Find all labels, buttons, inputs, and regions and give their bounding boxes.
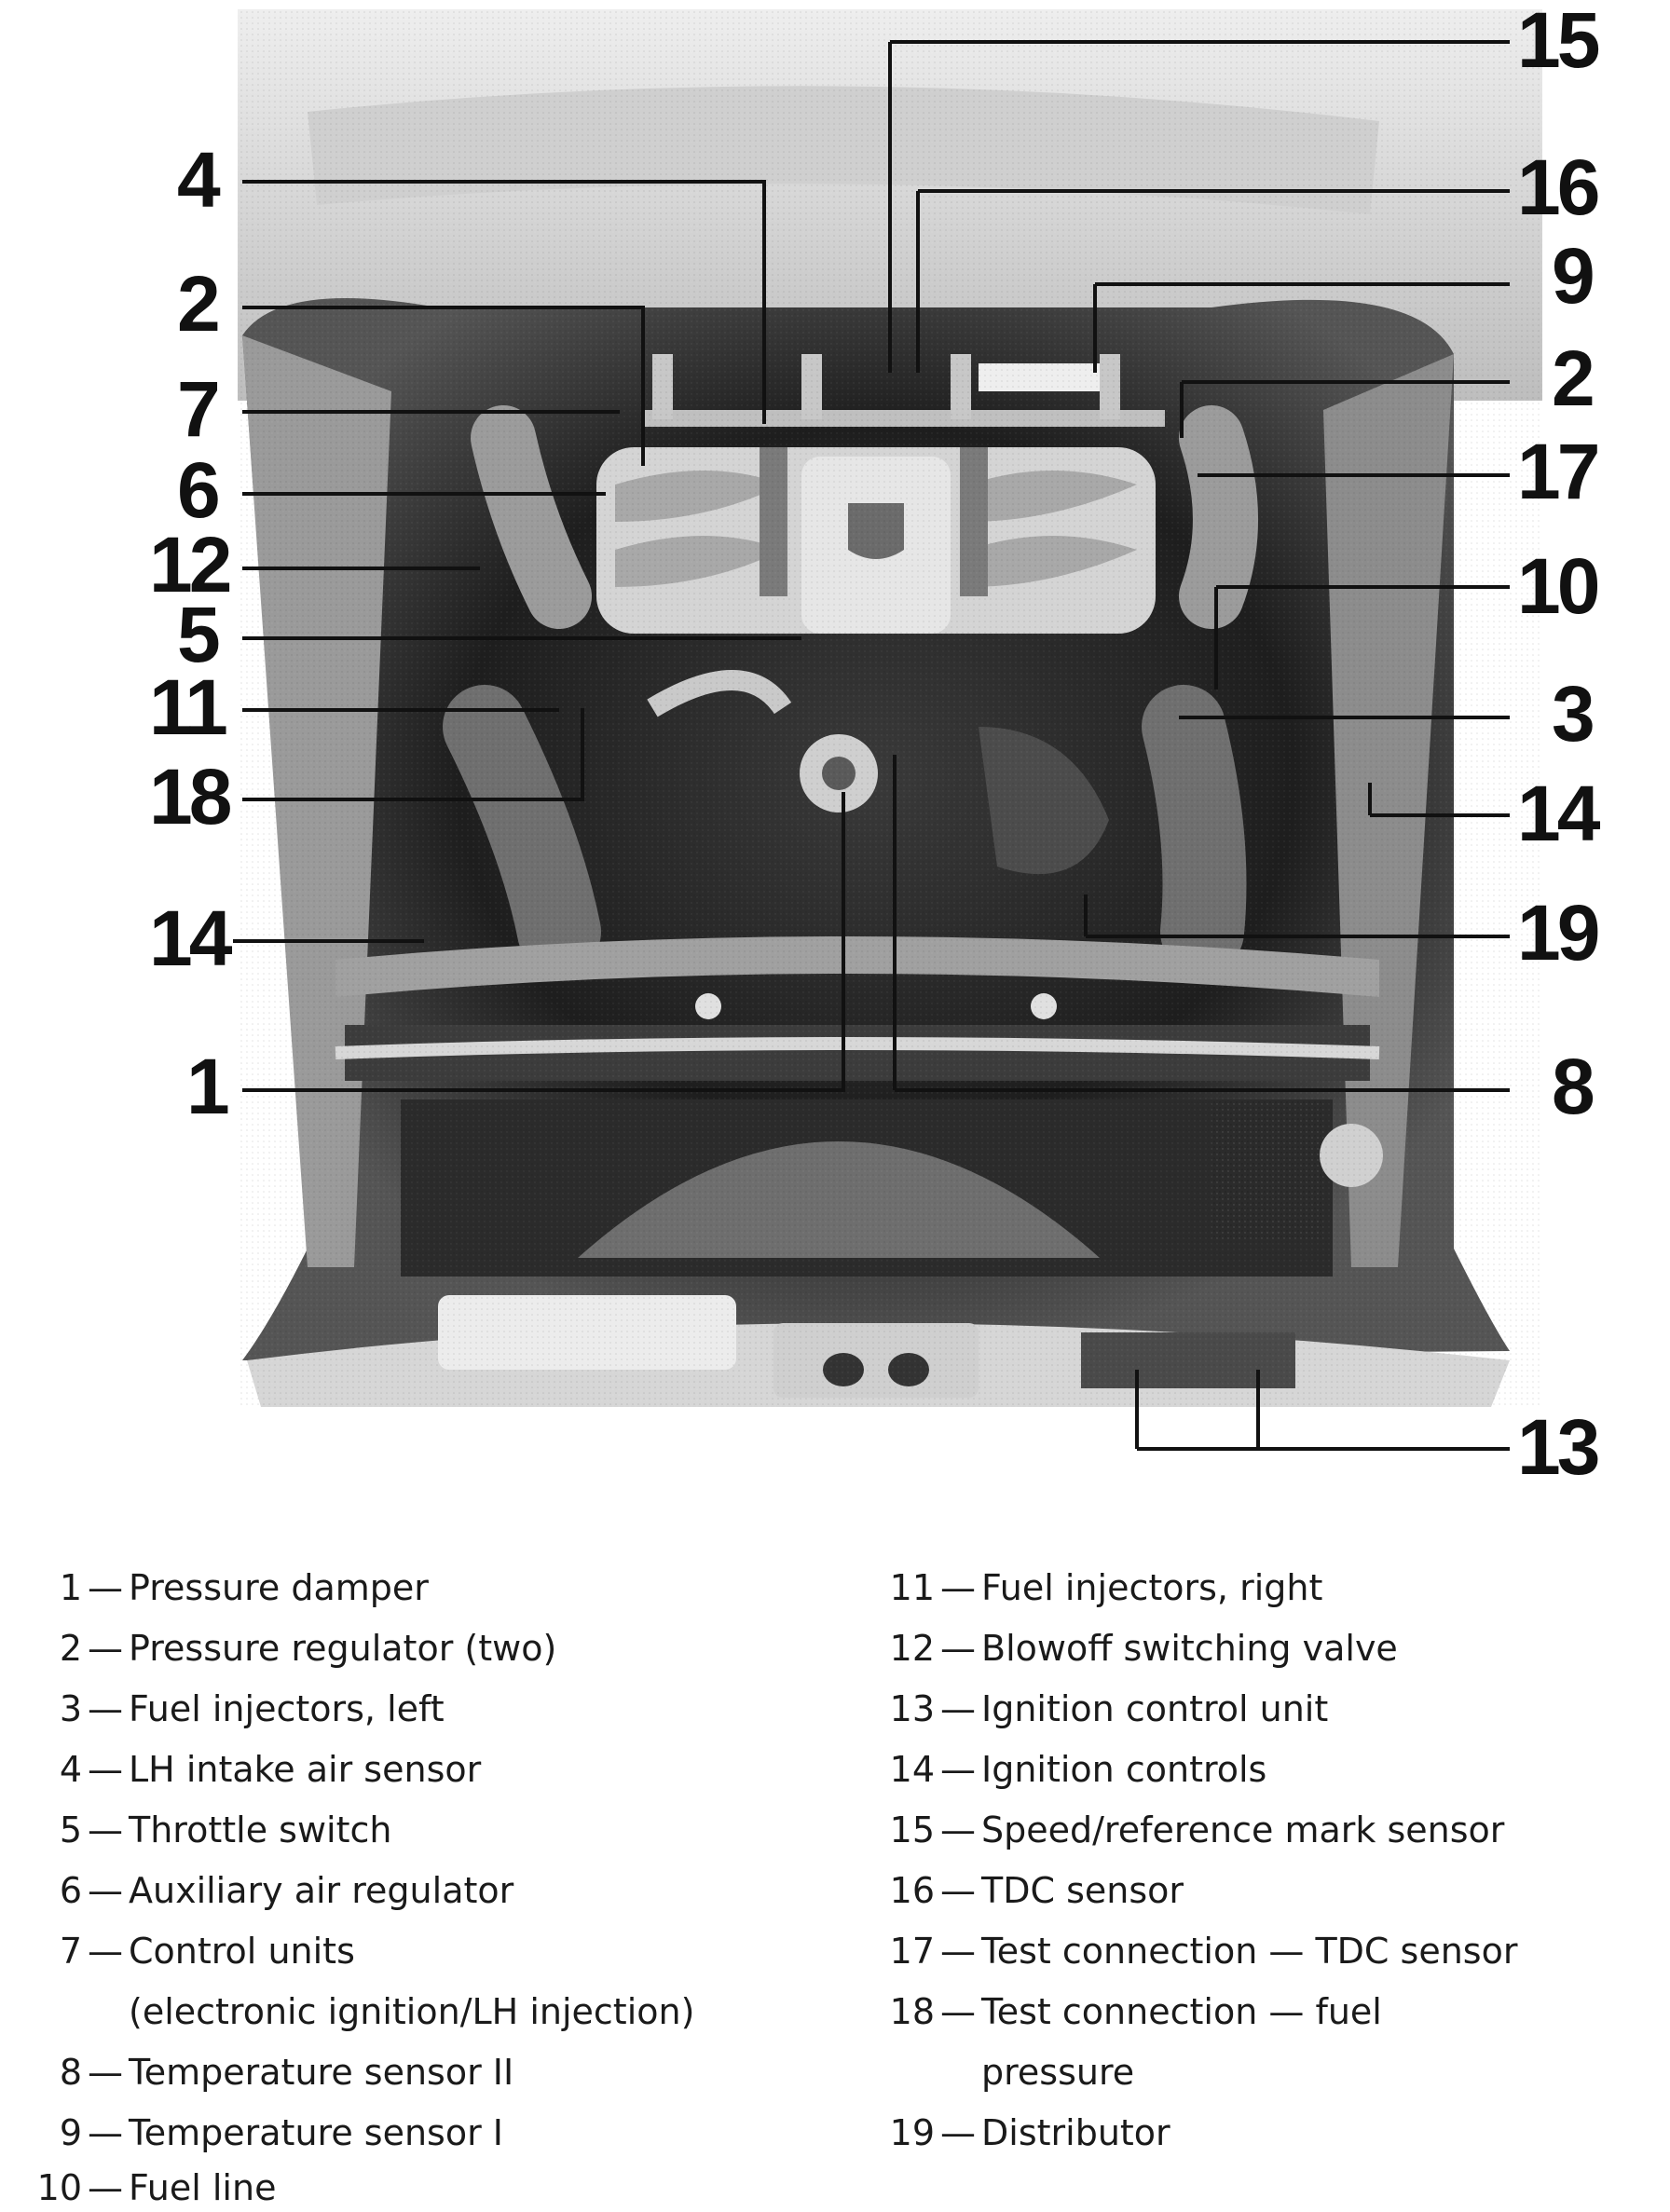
- callout-14-right: 14: [1517, 770, 1597, 857]
- legend-item-4: 4 — LH intake air sensor: [59, 1749, 482, 1790]
- callout-10: 10: [1517, 542, 1597, 630]
- legend-item-14: 14 — Ignition controls: [889, 1749, 1267, 1790]
- legend-item-12: 12 — Blowoff switching valve: [889, 1628, 1398, 1669]
- legend-item-15: 15 — Speed/reference mark sensor: [889, 1809, 1505, 1850]
- legend-item-19: 19 — Distributor: [889, 2112, 1170, 2153]
- callout-11: 11: [149, 663, 225, 751]
- callout-9: 9: [1552, 232, 1592, 320]
- callout-4: 4: [177, 136, 217, 224]
- callout-19: 19: [1517, 889, 1597, 976]
- legend-item-7: 7 — Control units (electronic ignition/LH injection): [19, 1930, 694, 2033]
- callout-5: 5: [177, 591, 217, 678]
- callout-8: 8: [1552, 1043, 1592, 1130]
- callout-14-left: 14: [149, 894, 229, 982]
- legend-item-3: 3 — Fuel injectors, left: [59, 1688, 445, 1729]
- legend-item-7-continuation: (electronic ignition/LH injection): [129, 1991, 695, 2032]
- legend-item-9: 9 — Temperature sensor I: [59, 2112, 504, 2153]
- legend-item-2: 2 — Pressure regulator (two): [59, 1628, 557, 1669]
- callout-15: 15: [1517, 0, 1597, 84]
- legend-item-13: 13 — Ignition control unit: [889, 1688, 1329, 1729]
- callout-2-right: 2: [1552, 335, 1592, 422]
- callout-12: 12: [149, 521, 229, 608]
- callout-6: 6: [177, 446, 217, 534]
- callout-18: 18: [149, 753, 229, 840]
- legend-item-10: 10 — Fuel line: [36, 2167, 277, 2208]
- legend-item-16: 16 — TDC sensor: [889, 1870, 1184, 1911]
- callout-16: 16: [1517, 143, 1597, 231]
- legend-item-17: 17 — Test connection — TDC sensor: [889, 1931, 1518, 1972]
- callout-13: 13: [1517, 1403, 1597, 1491]
- callout-3: 3: [1552, 670, 1592, 758]
- legend-item-18: 18 — Test connection — fuel pressure: [871, 1990, 1382, 2094]
- callout-1: 1: [186, 1043, 226, 1130]
- legend-item-6: 6 — Auxiliary air regulator: [59, 1870, 514, 1911]
- legend-item-5: 5 — Throttle switch: [59, 1809, 392, 1850]
- callout-7: 7: [177, 365, 217, 453]
- callout-2-left: 2: [177, 260, 217, 348]
- legend-item-11: 11 — Fuel injectors, right: [889, 1567, 1323, 1608]
- legend-item-18-continuation: pressure: [981, 2052, 1135, 2093]
- legend-item-8: 8 — Temperature sensor II: [59, 2052, 514, 2093]
- callout-17: 17: [1517, 428, 1597, 515]
- legend-item-1: 1 — Pressure damper: [59, 1567, 429, 1608]
